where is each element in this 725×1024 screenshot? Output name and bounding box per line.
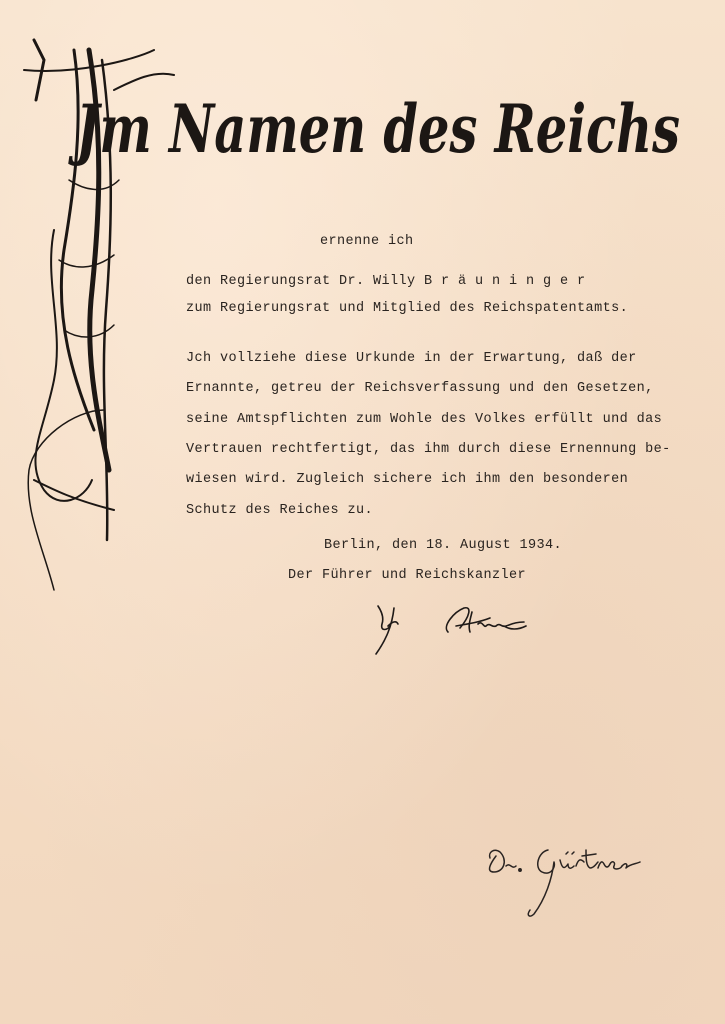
body-line: seine Amtspflichten zum Wohle des Volkes erfüllt und das [186, 412, 663, 427]
guertner-signature [480, 838, 680, 922]
place-date: Berlin, den 18. August 1934. [324, 538, 563, 553]
calligraphic-heading [14, 30, 694, 610]
signatory-title: Der Führer und Reichskanzler [288, 568, 527, 583]
body-line: Jch vollziehe diese Urkunde in der Erwartung, daß der [186, 351, 637, 366]
body-line: Vertrauen rechtfertigt, das ihm durch diese Ernennung be- [186, 442, 671, 457]
appointee-line: den Regierungsrat Dr. Willy B r ä u n i n g e r [186, 274, 586, 289]
body-line: Ernannte, getreu der Reichsverfassung und den Gesetzen, [186, 381, 654, 396]
position-line: zum Regierungsrat und Mitglied des Reichspatentamts. [186, 301, 629, 316]
intro-line: ernenne ich [320, 234, 414, 249]
body-line: Schutz des Reiches zu. [186, 503, 374, 518]
body-line: wiesen wird. Zugleich sichere ich ihm den besonderen [186, 472, 629, 487]
hitler-signature [368, 596, 548, 660]
heading-text: Jm Namen des Reichs [67, 90, 681, 168]
